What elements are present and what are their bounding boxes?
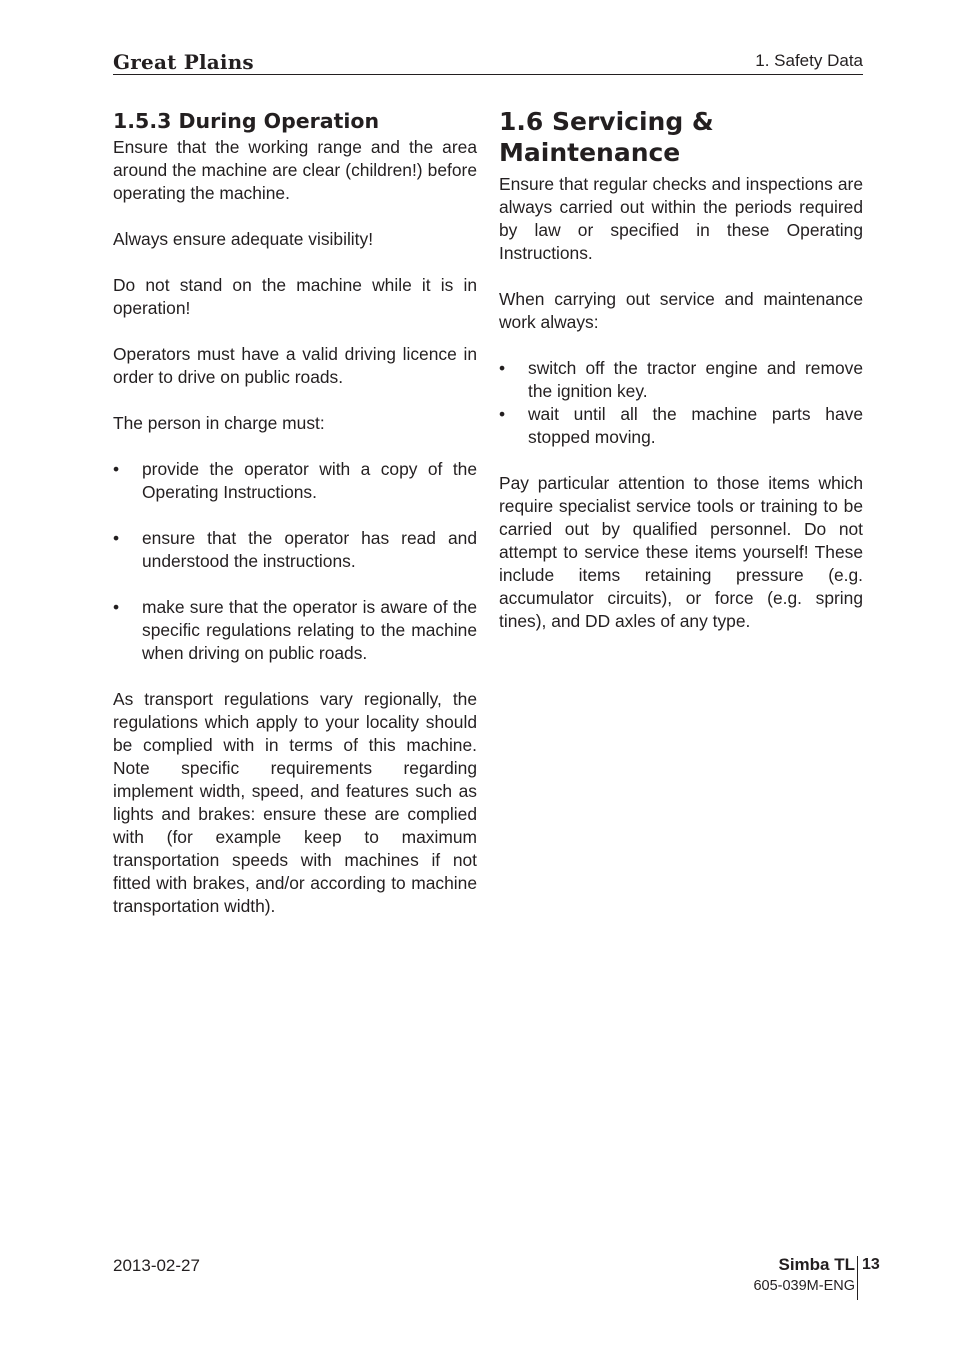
list-item: • provide the operator with a copy of the Operating Instructions. <box>113 458 477 504</box>
bullet-list <box>113 458 477 665</box>
brand-logo: Great Plains <box>113 50 254 74</box>
paragraph: As transport regulations vary regionally, the regulations which apply to your locality should be complied with in terms of this machine. Note specific requirements regarding implement width, speed, and features such as lights and brakes: ensure these are complied with (for example keep to maximum transportation speeds with machines if not fitted with brakes, and/or according to machine transportation width). <box>113 689 477 916</box>
section-label: 1. Safety Data <box>755 51 863 70</box>
paragraph: The person in charge must: <box>113 413 325 433</box>
list-item: • switch off the tractor engine and remove the ignition key. <box>499 357 863 403</box>
page-header <box>113 48 863 75</box>
right-column <box>499 106 863 633</box>
list-item: • ensure that the operator has read and understood the instructions. <box>113 527 477 573</box>
paragraph: When carrying out service and maintenance work always: <box>499 289 863 332</box>
left-column <box>113 106 477 918</box>
section-heading-during-operation: 1.5.3 During Operation <box>113 109 380 133</box>
footer-date: 2013-02-27 <box>113 1256 200 1275</box>
page-number: 13 <box>862 1256 880 1273</box>
bullet-list <box>499 357 863 449</box>
list-item: • make sure that the operator is aware of the specific regulations relating to the machine when driving on public roads. <box>113 596 477 665</box>
footer-divider <box>857 1256 858 1300</box>
paragraph: Ensure that the working range and the area around the machine are clear (children!) before operating the machine. <box>113 137 477 203</box>
footer-model-block <box>700 1254 855 1296</box>
section-heading-servicing: 1.6 Servicing & Maintenance <box>499 107 714 167</box>
paragraph: Pay particular attention to those items which require specialist service tools or training to be carried out by qualified personnel. Do not attempt to service these items yourself! These include items retaining pressure (e.g. accumulator circuits), or force (e.g. spring tines), and DD axles of any type. <box>499 473 863 631</box>
paragraph: Operators must have a valid driving licence in order to drive on public roads. <box>113 344 477 387</box>
document-number: 605-039M-ENG <box>753 1278 855 1294</box>
paragraph: Always ensure adequate visibility! <box>113 229 374 249</box>
paragraph: Ensure that regular checks and inspections are always carried out within the periods required by law or specified in these Operating Instructions. <box>499 174 863 263</box>
list-item: • wait until all the machine parts have stopped moving. <box>499 403 863 449</box>
model-name: Simba TL <box>778 1255 855 1274</box>
paragraph: Do not stand on the machine while it is in operation! <box>113 275 477 318</box>
